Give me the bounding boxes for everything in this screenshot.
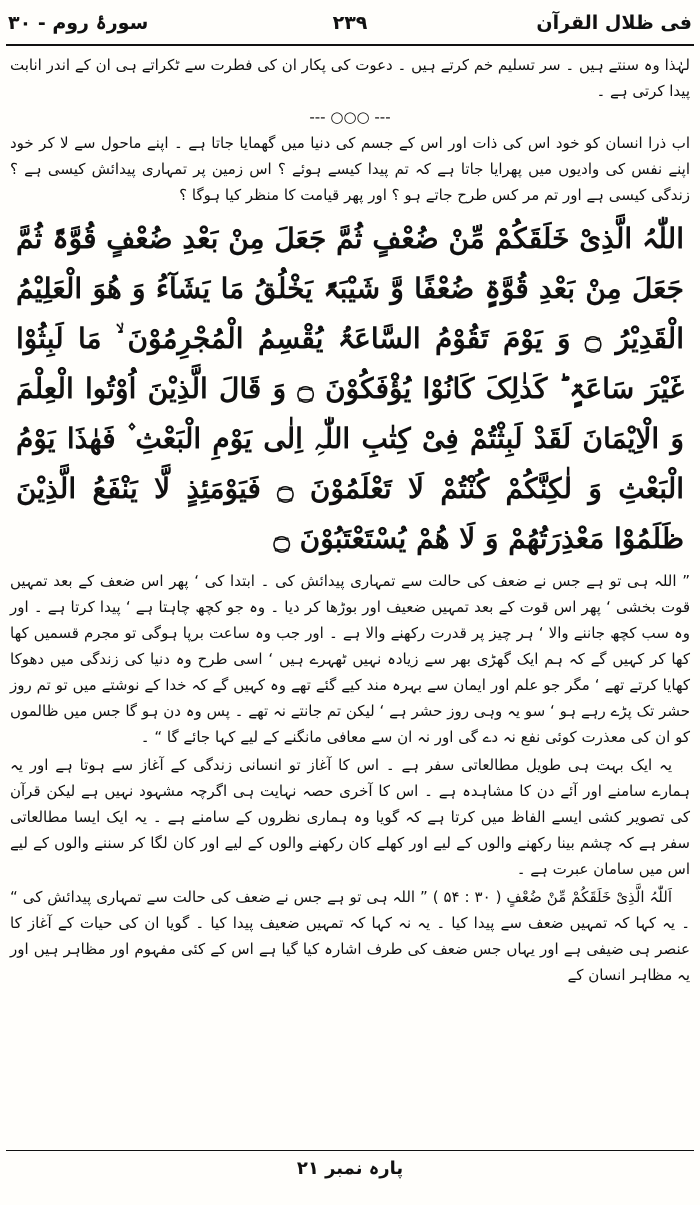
book-title: فی ظلال القرآن	[536, 12, 692, 34]
paragraph-3: یہ ایک بہت ہی طویل مطالعاتی سفر ہے ۔ اس کا آغاز تو انسانی زندگی کے آغاز سے ہوتا ہے اور یہ ہمارے سامنے اور آئے دن کا مشاہدہ ہے ۔ اس کا آخری حصہ نہایت ہی اگرچہ مشہود نہیں ہے لیکن قرآن کی تصویر کشی ایسے الفاظ میں کرتا ہے کہ گویا وہ ہماری نظروں کے سامنے ہے ۔ یہ ایک ایسا مطالعاتی سفر ہے کہ چشم بینا رکھنے والوں کے لیے اور کھلے کان رکھنے والوں کے لیے اور کان لگا کر سننے والوں کے لیے اس میں سامان عبرت ہے ۔	[10, 756, 690, 878]
footer-divider	[6, 1150, 694, 1151]
section-separator: --- ○○○ ---	[309, 108, 391, 126]
page-body	[10, 52, 690, 1145]
header-divider	[6, 44, 694, 46]
intro-paragraph: لہٰذا وہ سنتے ہیں ۔ سر تسلیم خم کرتے ہیں ۔ دعوت کی پکار ان کی فطرت سے ٹکراتے ہی ان کے اندر انابت پیدا کرتی ہے ۔	[10, 56, 690, 100]
translation-paragraph: ” اللہ ہی تو ہے جس نے ضعف کی حالت سے تمہاری پیدائش کی ۔ ابتدا کی ‘ پھر اس ضعف کے بعد تمہیں قوت بخشی ‘ پھر اس قوت کے بعد تمہیں ضعیف اور بوڑھا کر دیا ۔ وہ جو کچھ چاہتا ہے ‘ پیدا کرتا ہے ۔ اور وہ سب کچھ جاننے والا ‘ ہر چیز پر قدرت رکھنے والا ہے ۔ اور جب وہ ساعت برپا ہوگی تو مجرم قسمیں کھا کھا کر کہیں گے کہ ہم ایک گھڑی بھر سے زیادہ نہیں ٹھہرے ہیں ‘ اسی طرح وہ دنیا کی زندگی میں دھوکا کھایا کرتے تھے ‘ مگر جو علم اور ایمان سے بہرہ مند کیے گئے تھے وہ کہیں گے کہ خدا کے نوشتے میں تو تم روز حشر تک پڑے رہے ہو ‘ سو یہ وہی روز حشر ہے ‘ لیکن تم جانتے نہ تھے ۔ پس وہ دن ہو گا جس میں ظالموں کو ان کی معذرت کوئی نفع نہ دے گی اور نہ ان سے معافی مانگنے کے لیے کہا جائے گا “ ۔	[10, 572, 690, 746]
surah-label: سورۂ روم - ۳۰	[8, 12, 149, 34]
paragraph-4: اَللّٰہُ الَّذِیْ خَلَقَکُمْ مِّنْ ضُعْفٍ ( ۳۰ : ۵۴ ) ” اللہ ہی تو ہے جس نے ضعف کی حالت سے تمہاری پیدائش کی “ ۔ یہ کہا کہ تمہیں ضعف سے پیدا کیا ۔ یہ نہ کہا کہ تمہیں ضعیف پیدا کیا ۔ گویا ان کی حیات کے آغاز کا عنصر ہی ضیفی ہے اور یہاں جس ضعف کی طرف اشارہ کیا گیا ہے اس کے کئی مفہوم اور مظاہر ہیں اور یہ مظاہر انسان کے	[10, 888, 690, 984]
page-header	[8, 6, 692, 40]
para-number-footer: پارہ نمبر ۲۱	[296, 1158, 404, 1179]
page-number: ۲۳۹	[332, 12, 368, 34]
paragraph-1: اب ذرا انسان کو خود اس کی ذات اور اس کے جسم کی دنیا میں گھمایا جاتا ہے ۔ اپنے ماحول سے لا کر خود اپنے نفس کی وادیوں میں پھرایا جاتا ہے کہ تم پیدا کیسے ہوئے ؟ اس زمین پر تمہاری پیدائش کیسی ہے ؟ زندگی کیسی ہے اور تم مر کس طرح جاتے ہو ؟ اور پھر قیامت کا منظر کیا ہوگا ؟	[10, 134, 690, 204]
quran-verse-block: اللّٰہُ الَّذِیْ خَلَقَکُمْ مِّنْ ضُعْفٍ ثُمَّ جَعَلَ مِنْ بَعْدِ ضُعْفٍ قُوَّۃً ثُمَّ جَعَلَ مِنْ بَعْدِ قُوَّۃٍ ضُعْفًا وَّ شَیْبَۃً یَخْلُقُ مَا یَشَآءُ وَ ھُوَ الْعَلِیْمُ الْقَدِیْرُ ۝ وَ یَوْمَ تَقُوْمُ السَّاعَۃُ یُقْسِمُ الْمُجْرِمُوْنَ ۙ مَا لَبِثُوْا غَیْرَ سَاعَۃٍ ؕ کَذٰلِکَ کَانُوْا یُؤْفَکُوْنَ ۝ وَ قَالَ الَّذِیْنَ اُوْتُوا الْعِلْمَ وَ الْاِیْمَانَ لَقَدْ لَبِثْتُمْ فِیْ کِتٰبِ اللّٰہِ اِلٰی یَوْمِ الْبَعْثِ ۫ فَھٰذَا یَوْمُ الْبَعْثِ وَ لٰکِنَّکُمْ کُنْتُمْ لَا تَعْلَمُوْنَ ۝ فَیَوْمَئِذٍ لَّا یَنْفَعُ الَّذِیْنَ ظَلَمُوْا مَعْذِرَتُھُمْ وَ لَا ھُمْ یُسْتَعْتَبُوْنَ ۝	[16, 222, 685, 555]
